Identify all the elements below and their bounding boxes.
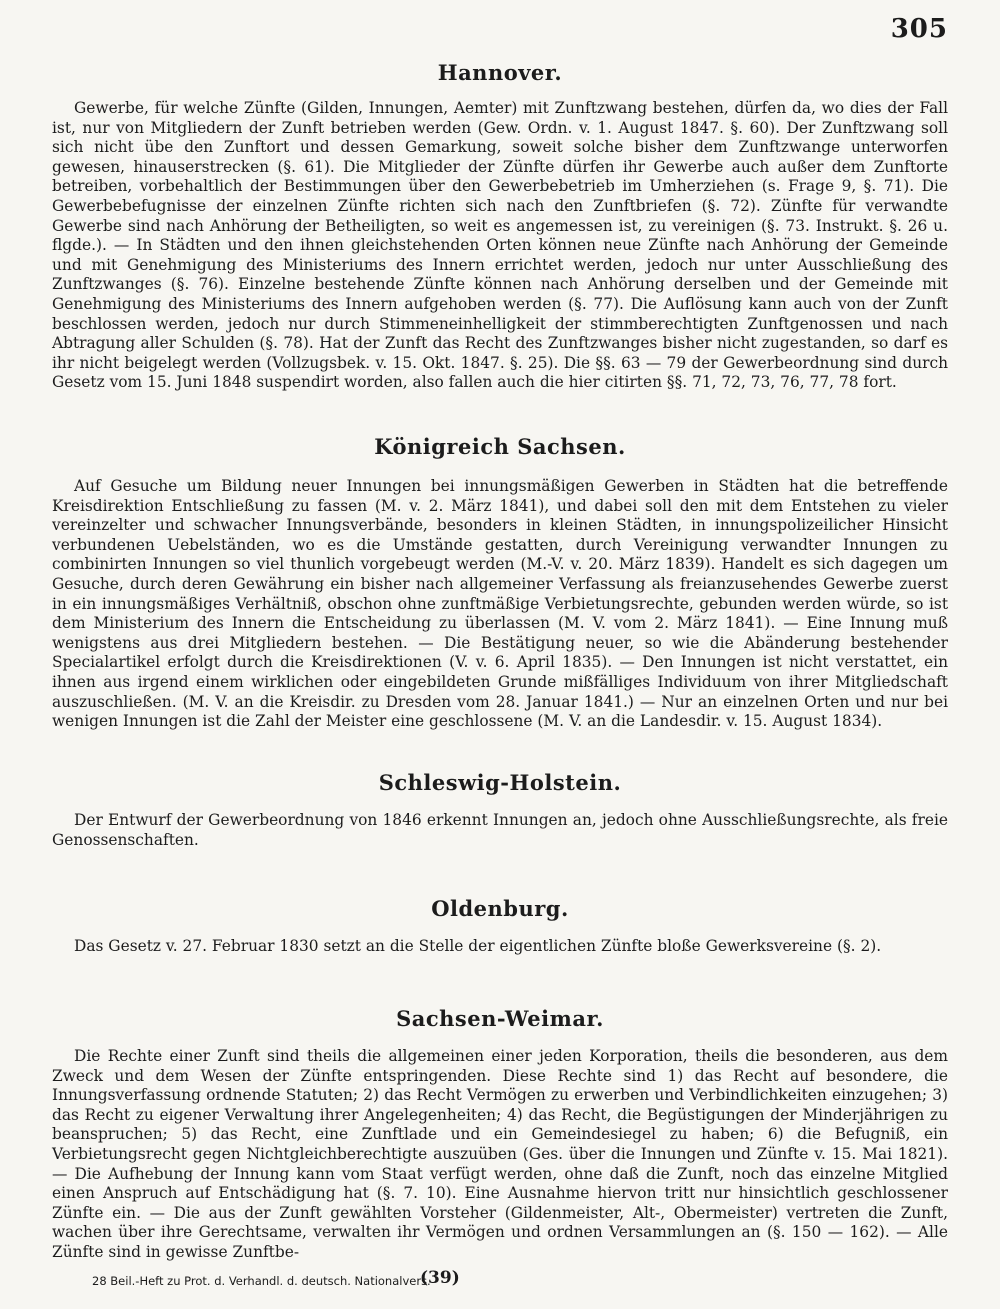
section-koenigreich-sachsen bbox=[52, 434, 948, 732]
section-paragraph: Auf Gesuche um Bildung neuer Innungen bei innungsmäßigen Gewerben in Städten hat die betreffende Kreisdirektion Entschließung zu fassen (M. v. 2. März 1841), und dabei soll den mit dem Entstehen zu vieler vereinzelter und schwacher Innungsverbände, besonders in kleinen Städten, in innungspolizeilicher Hinsicht verbundenen Uebelständen, wo es die Umstände gestatten, durch Vereinigung verwandter Innungen zu combinirten Innungen so viel thunlich vorgebeugt werden (M.-V. v. 20. März 1839). Handelt es sich dagegen um Gesuche, durch deren Gewährung ein bisher nach allgemeiner Verfassung als freianzusehendes Gewerbe zuerst in ein innungsmäßiges Verhältniß, obschon ohne zunftmäßige Verbietungsrechte, gebunden werden würde, so ist dem Ministerium des Innern die Entscheidung zu überlassen (M. V. vom 2. März 1841). — Eine Innung muß wenigstens aus drei Mitgliedern bestehen. — Die Bestätigung neuer, so wie die Abänderung bestehender Specialartikel erfolgt durch die Kreisdirektionen (V. v. 6. April 1835). — Den Innungen ist nicht verstattet, ein ihnen aus irgend einem wirklichen oder eingebildeten Grunde mißfälliges Individuum von ihrer Mitgliedschaft auszuschließen. (M. V. an die Kreisdir. zu Dresden vom 28. Januar 1841.) — Nur an einzelnen Orten und nur bei wenigen Innungen ist die Zahl der Meister eine geschlossene (M. V. an die Landesdir. v. 15. August 1834). bbox=[52, 477, 948, 731]
section-heading: Hannover. bbox=[437, 60, 563, 85]
section-schleswig-holstein bbox=[52, 770, 948, 850]
section-sachsen-weimar bbox=[52, 1006, 948, 1263]
section-hannover bbox=[52, 60, 948, 393]
section-heading: Schleswig-Holstein. bbox=[378, 770, 622, 795]
page-number: 305 bbox=[890, 14, 948, 44]
footer-note: 28 Beil.-Heft zu Prot. d. Verhandl. d. deutsch. Nationalvers. bbox=[92, 1274, 431, 1288]
section-paragraph: Das Gesetz v. 27. Februar 1830 setzt an die Stelle der eigentlichen Zünfte bloße Gewerksvereine (§. 2). bbox=[74, 937, 882, 955]
section-paragraph: Die Rechte einer Zunft sind theils die allgemeinen einer jeden Korporation, theils die besonderen, aus dem Zweck und dem Wesen der Zünfte entspringenden. Diese Rechte sind 1) das Recht auf besondere, die Innungsverfassung ordnende Statuten; 2) das Recht Vermögen zu erwerben und Verbindlichkeiten einzugehen; 3) das Recht zu eigener Verwaltung ihrer Angelegenheiten; 4) das Recht, die Begüstigungen der Minderjährigen zu beanspruchen; 5) das Recht, eine Zunftlade und ein Gemeindesiegel zu haben; 6) die Befugniß, ein Verbietungsrecht gegen Nichtgleichberechtigte auszuüben (Ges. über die Innungen und Zünfte v. 15. Mai 1821). — Die Aufhebung der Innung kann vom Staat verfügt werden, ohne daß die Zunft, noch das einzelne Mitglied einen Anspruch auf Entschädigung hat (§. 7. 10). Eine Ausnahme hiervon tritt nur hinsichtlich geschlossener Zünfte ein. — Die aus der Zunft gewählten Vorsteher (Gildenmeister, Alt-, Obermeister) vertreten die Zunft, wachen über ihre Gerechtsame, verwalten ihr Vermögen und ordnen Versammlungen an (§. 150 — 162). — Alle Zünfte sind in gewisse Zunftbe- bbox=[52, 1047, 948, 1261]
section-heading: Sachsen-Weimar. bbox=[396, 1006, 604, 1031]
section-paragraph: Der Entwurf der Gewerbeordnung von 1846 erkennt Innungen an, jedoch ohne Ausschließungsrechte, als freie Genossenschaften. bbox=[52, 811, 948, 849]
signature-mark: (39) bbox=[420, 1268, 460, 1288]
section-oldenburg bbox=[52, 896, 948, 957]
section-heading: Oldenburg. bbox=[431, 896, 569, 921]
page-footer bbox=[52, 1268, 948, 1290]
section-heading: Königreich Sachsen. bbox=[374, 434, 626, 459]
section-paragraph: Gewerbe, für welche Zünfte (Gilden, Innungen, Aemter) mit Zunftzwang bestehen, dürfen da, wo dies der Fall ist, nur von Mitgliedern der Zunft betrieben werden (Gew. Ordn. v. 1. August 1847. §. 60). Der Zunftzwang soll sich nicht übe den Zunftort und dessen Gemarkung, soweit solche bisher dem Zunftzwange unterworfen gewesen, hinauserstrecken (§. 61). Die Mitglieder der Zünfte dürfen ihr Gewerbe auch außer dem Zunftorte betreiben, vorbehaltlich der Bestimmungen über den Gewerbebetrieb im Umherziehen (s. Frage 9, §. 71). Die Gewerbebefugnisse der einzelnen Zünfte richten sich nach den Zunftbriefen (§. 72). Zünfte für verwandte Gewerbe sind nach Anhörung der Betheiligten, so weit es angemessen ist, zu vereinigen (§. 73. Instrukt. §. 26 u. flgde.). — In Städten und den ihnen gleichstehenden Orten können neue Zünfte nach Anhörung der Gemeinde und mit Genehmigung des Ministeriums des Innern errichtet werden, jedoch nur unter Ausschließung des Zunftzwanges (§. 76). Einzelne bestehende Zünfte können nach Anhörung derselben und der Gemeinde mit Genehmigung des Ministeriums des Innern aufgehoben werden (§. 77). Die Auflösung kann auch von der Zunft beschlossen werden, jedoch nur durch Stimmeneinhelligkeit der stimmberechtigten Zunftgenossen und nach Abtragung aller Schulden (§. 78). Hat der Zunft das Recht des Zunftzwanges bisher nicht zugestanden, so darf es ihr nicht beigelegt werden (Vollzugsbek. v. 15. Okt. 1847. §. 25). Die §§. 63 — 79 der Gewerbeordnung sind durch Gesetz vom 15. Juni 1848 suspendirt worden, also fallen auch die hier citirten §§. 71, 72, 73, 76, 77, 78 fort. bbox=[52, 99, 948, 392]
